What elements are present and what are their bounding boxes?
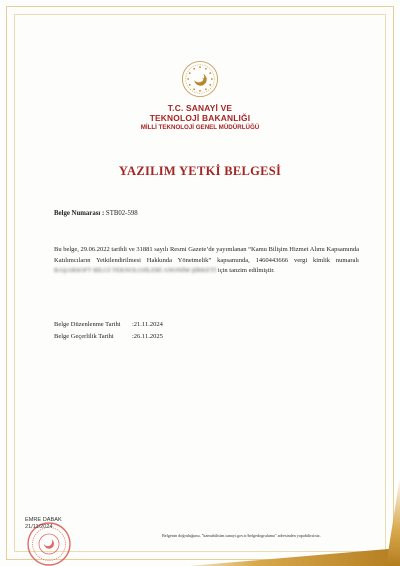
signer-block [25, 517, 62, 530]
certificate-dates [54, 319, 163, 343]
verification-note: Belgenin doğruluğunu, "kamubilisim.sanayi.gov.tr/belgedogrulama" adresinden yapabilirsiniz. [162, 533, 321, 538]
ministry-line-2: TEKNOLOJİ BAKANLIĞI [149, 113, 251, 123]
company-name: BAŞARSOFT BİLGİ TEKNOLOJİLERİ ANONİM ŞİRKETİ [54, 267, 217, 275]
document-number-value: STB02-598 [105, 210, 138, 217]
ministry-line-3: MİLLİ TEKNOLOJİ GENEL MÜDÜRLÜĞÜ [140, 124, 260, 131]
ministry-emblem-icon [181, 60, 219, 98]
ministry-line-1: T.C. SANAYİ VE [167, 103, 233, 113]
signer-name: EMRE DABAK [25, 517, 62, 523]
validity-date-value: :26.11.2025 [132, 333, 163, 340]
certificate-body [54, 245, 359, 277]
document-number-label: Belge Numarası : [54, 210, 105, 217]
document-number [54, 210, 138, 217]
body-part-2: için tanzim edilmiştir. [217, 267, 275, 275]
certificate-title: YAZILIM YETKİ BELGESİ [118, 164, 282, 178]
validity-date-label: Belge Geçerlilik Tarihi [54, 333, 114, 340]
ministry-name [0, 103, 400, 132]
body-part-1: Bu belge, 29.06.2022 tarihli ve 31881 sayılı Resmi Gazete’de yayımlanan “Kamu Bilişim Hizmet Alımı Kapsamında Katılımcıların Yetkilendirilmesi Hakkında Yönetmelik” kapsamında, 1460443666 vergi kimlik numaralı [54, 246, 359, 264]
issue-date-value: :21.11.2024 [132, 321, 163, 328]
issue-date-row [54, 319, 163, 331]
signer-date: 21/11/2024 [25, 523, 53, 530]
issue-date-label: Belge Düzenlenme Tarihi [54, 321, 121, 328]
validity-date-row [54, 331, 163, 343]
